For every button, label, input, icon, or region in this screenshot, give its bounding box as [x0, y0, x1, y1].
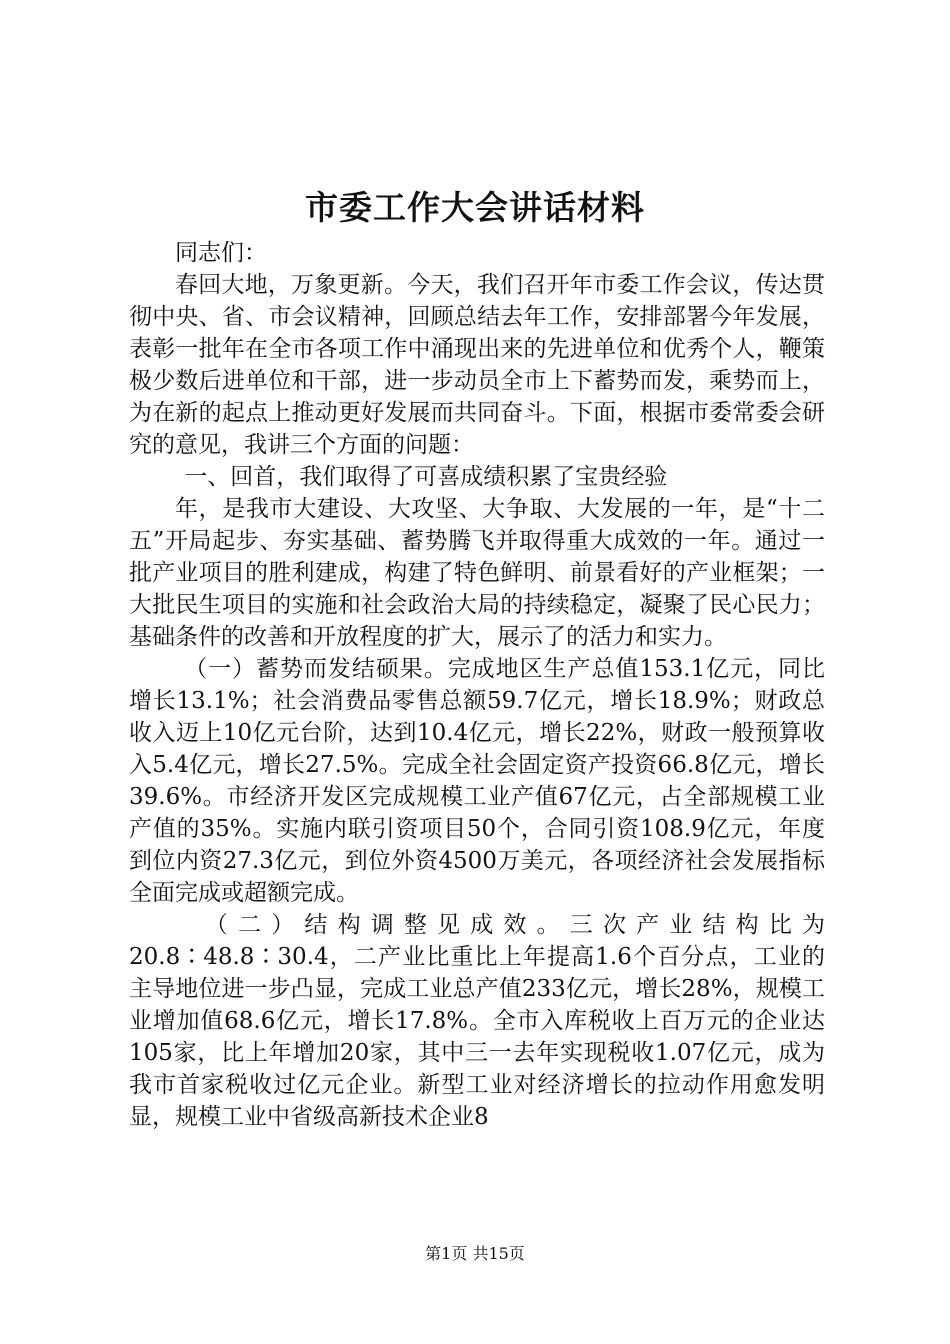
- body-paragraph: （一）蓄势而发结硕果。完成地区生产总值153.1亿元，同比增长13.1%；社会消费品零售总额59.7亿元，增长18.9%；财政总收入迈上10亿元台阶，达到10.4亿元，增长22%，财政一般预算收入5.4亿元，增长27.5%。完成全社会固定资产投资66.8亿元，增长39.6%。市经济开发区完成规模工业产值67亿元，占全部规模工业产值的35%。实施内联引资项目50个，合同引资108.9亿元，年度到位内资27.3亿元，到位外资4500万美元，各项经济社会发展指标全面完成或超额完成。: [129, 656, 825, 906]
- body-paragraph: 年，是我市大建设、大攻坚、大争取、大发展的一年，是“十二五”开局起步、夯实基础、蓄势腾飞并取得重大成效的一年。通过一批产业项目的胜利建成，构建了特色鲜明、前景看好的产业框架；一大批民生项目的实施和社会政治大局的持续稳定，凝聚了民心民力；基础条件的改善和开放程度的扩大，展示了的活力和实力。: [129, 496, 825, 650]
- salutation: 同志们：: [175, 240, 267, 266]
- document-body: [129, 237, 825, 1133]
- body-paragraph: 春回大地，万象更新。今天，我们召开年市委工作会议，传达贯彻中央、省、市会议精神，回顾总结去年工作，安排部署今年发展，表彰一批年在全市各项工作中涌现出来的先进单位和优秀个人，鞭策极少数后进单位和干部，进一步动员全市上下蓄势而发，乘势而上，为在新的起点上推动更好发展而共同奋斗。下面，根据市委常委会研究的意见，我讲三个方面的问题：: [129, 272, 825, 458]
- body-paragraph: （二）结构调整见成效。三次产业结构比为20.8∶48.8∶30.4，二产业比重比上年提高1.6个百分点，工业的主导地位进一步凸显，完成工业总产值233亿元，增长28%，规模工业增加值68.6亿元，增长17.8%。全市入库税收上百万元的企业达105家，比上年增加20家，其中三一去年实现税收1.07亿元，成为我市首家税收过亿元企业。新型工业对经济增长的拉动作用愈发明显，规模工业中省级高新技术企业8: [129, 912, 825, 1130]
- page-number-footer: 第1页 共15页: [425, 1244, 525, 1263]
- section-heading: 一、回首，我们取得了可喜成绩积累了宝贵经验: [184, 464, 668, 490]
- document-title: 市委工作大会讲话材料: [305, 188, 645, 227]
